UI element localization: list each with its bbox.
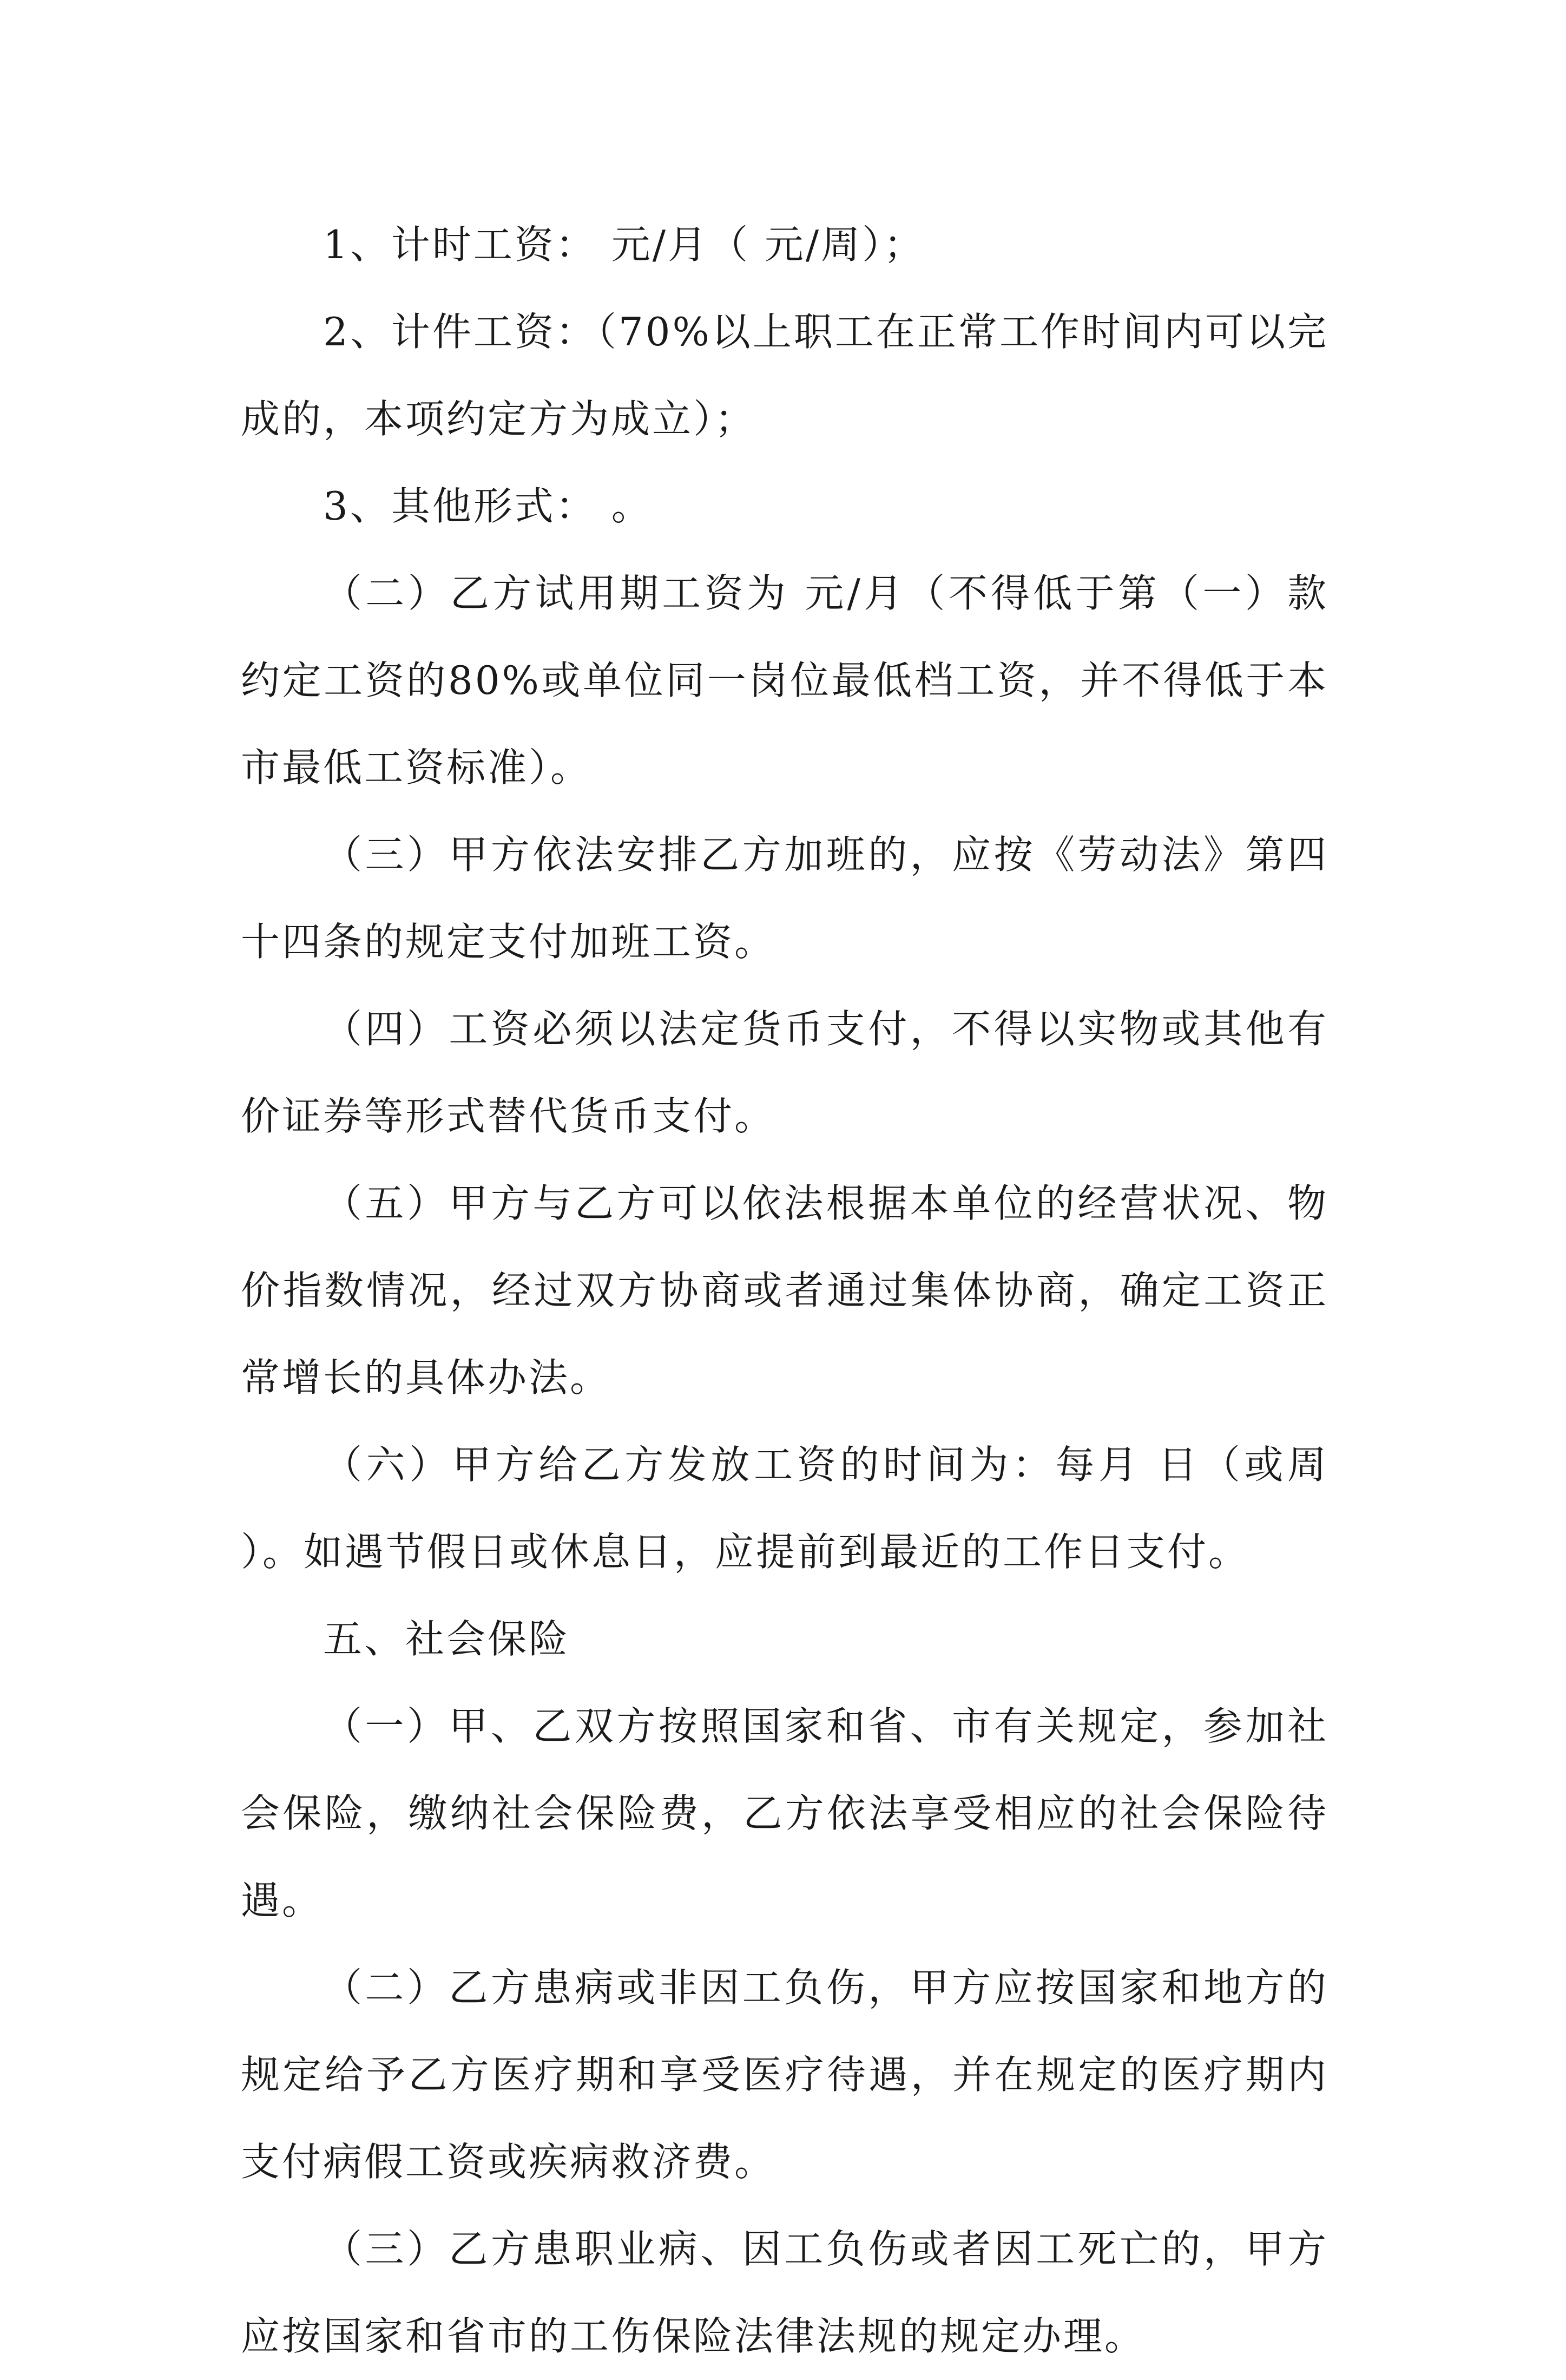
paragraph-piece-wage: 2、计件工资：（70%以上职工在正常工作时间内可以完成的，本项约定方为成立）； — [241, 309, 1328, 442]
paragraph-insurance-participation: （一）甲、乙双方按照国家和省、市有关规定，参加社会保险，缴纳社会保险费，乙方依法享受相应的社会保险待遇。 — [241, 1703, 1328, 1923]
paragraph-wage-growth: （五）甲方与乙方可以依法根据本单位的经营状况、物价指数情况，经过双方协商或者通过集体协商，确定工资正常增长的具体办法。 — [241, 1181, 1328, 1400]
paragraph-overtime-pay: （三）甲方依法安排乙方加班的，应按《劳动法》第四十四条的规定支付加班工资。 — [241, 832, 1328, 965]
paragraph-work-injury: （三）乙方患职业病、因工负伤或者因工死亡的，甲方应按国家和省市的工伤保险法律法规的规定办理。 — [241, 2226, 1328, 2359]
paragraph-probation-wage: （二）乙方试用期工资为 元/月（不得低于第（一）款约定工资的80%或单位同一岗位最低档工资，并不得低于本市最低工资标准）。 — [241, 571, 1328, 790]
paragraph-hourly-wage: 1、计时工资： 元/月（ 元/周）； — [323, 222, 925, 267]
paragraph-other-forms: 3、其他形式： 。 — [323, 483, 653, 529]
paragraph-pay-date: （六）甲方给乙方发放工资的时间为：每月 日（或周 ）。如遇节假日或休息日，应提前到最近的工作日支付。 — [241, 1442, 1328, 1575]
paragraph-sick-leave: （二）乙方患病或非因工负伤，甲方应按国家和地方的规定给予乙方医疗期和享受医疗待遇，并在规定的医疗期内支付病假工资或疾病救济费。 — [241, 1965, 1328, 2185]
section-heading-social-insurance: 五、社会保险 — [323, 1616, 570, 1662]
document-body — [241, 201, 1328, 2380]
paragraph-legal-currency: （四）工资必须以法定货币支付，不得以实物或其他有价证券等形式替代货币支付。 — [241, 1006, 1328, 1139]
